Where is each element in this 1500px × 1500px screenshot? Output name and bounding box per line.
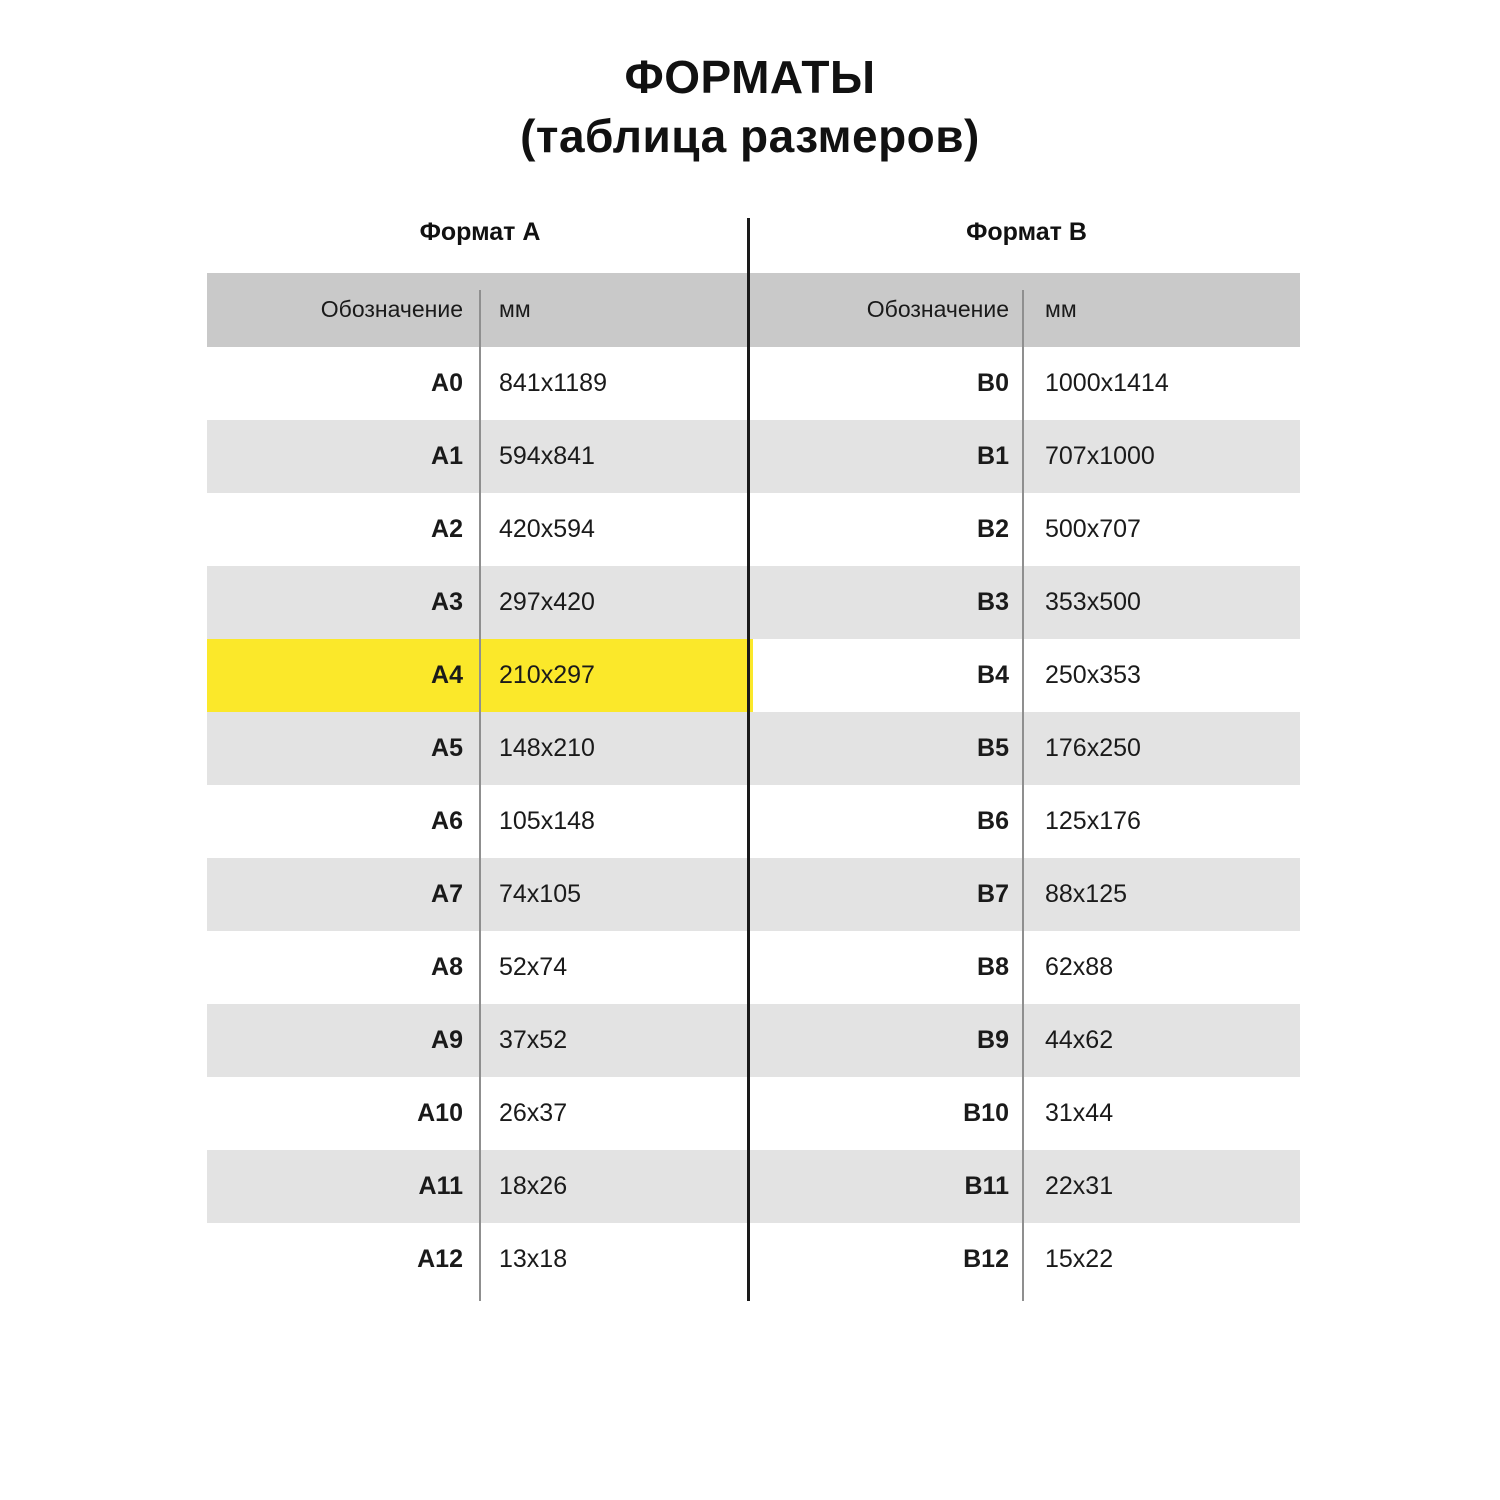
title-line-1: ФОРМАТЫ bbox=[624, 51, 876, 103]
cell-mm-b: 125x176 bbox=[1025, 785, 1300, 858]
cell-mm-b: 500x707 bbox=[1025, 493, 1300, 566]
group-header-row bbox=[207, 218, 1300, 273]
column-header-row bbox=[207, 273, 1300, 347]
cell-mm-b: 62x88 bbox=[1025, 931, 1300, 1004]
cell-mm-a: 52x74 bbox=[479, 931, 753, 1004]
cell-mm-a: 420x594 bbox=[479, 493, 753, 566]
table-row bbox=[207, 639, 1300, 712]
cell-mm-b: 176x250 bbox=[1025, 712, 1300, 785]
cell-designation-b: B0 bbox=[753, 347, 1025, 420]
cell-designation-b: B2 bbox=[753, 493, 1025, 566]
column-header-designation-a: Обозначение bbox=[207, 273, 479, 347]
column-header-mm-a: мм bbox=[479, 273, 753, 347]
cell-designation-a: A0 bbox=[207, 347, 479, 420]
cell-mm-b: 1000x1414 bbox=[1025, 347, 1300, 420]
cell-designation-a: A5 bbox=[207, 712, 479, 785]
group-label-a: Формат A bbox=[207, 218, 753, 273]
cell-designation-b: B1 bbox=[753, 420, 1025, 493]
cell-mm-a: 26x37 bbox=[479, 1077, 753, 1150]
formats-table-body bbox=[207, 347, 1300, 1296]
cell-designation-a: A10 bbox=[207, 1077, 479, 1150]
table-row bbox=[207, 347, 1300, 420]
cell-mm-a: 297x420 bbox=[479, 566, 753, 639]
cell-mm-b: 250x353 bbox=[1025, 639, 1300, 712]
cell-designation-a: A3 bbox=[207, 566, 479, 639]
formats-table-wrap bbox=[0, 218, 1500, 1296]
cell-designation-b: B9 bbox=[753, 1004, 1025, 1077]
cell-mm-b: 88x125 bbox=[1025, 858, 1300, 931]
cell-designation-b: B3 bbox=[753, 566, 1025, 639]
table-row bbox=[207, 785, 1300, 858]
cell-designation-b: B7 bbox=[753, 858, 1025, 931]
cell-mm-b: 707x1000 bbox=[1025, 420, 1300, 493]
cell-designation-b: B11 bbox=[753, 1150, 1025, 1223]
column-divider-b bbox=[1022, 290, 1024, 1301]
table-row bbox=[207, 712, 1300, 785]
cell-mm-a: 18x26 bbox=[479, 1150, 753, 1223]
formats-table bbox=[207, 218, 1300, 1296]
cell-designation-b: B6 bbox=[753, 785, 1025, 858]
cell-mm-b: 15x22 bbox=[1025, 1223, 1300, 1296]
cell-mm-a: 13x18 bbox=[479, 1223, 753, 1296]
table-row bbox=[207, 858, 1300, 931]
cell-mm-a: 841x1189 bbox=[479, 347, 753, 420]
cell-mm-b: 22x31 bbox=[1025, 1150, 1300, 1223]
cell-mm-a: 105x148 bbox=[479, 785, 753, 858]
cell-designation-b: B8 bbox=[753, 931, 1025, 1004]
group-label-b: Формат B bbox=[753, 218, 1300, 273]
column-header-mm-b: мм bbox=[1025, 273, 1300, 347]
page-title bbox=[0, 0, 1500, 166]
center-divider bbox=[747, 218, 750, 1301]
table-row bbox=[207, 1223, 1300, 1296]
cell-mm-a: 37x52 bbox=[479, 1004, 753, 1077]
table-row bbox=[207, 1150, 1300, 1223]
cell-mm-a: 74x105 bbox=[479, 858, 753, 931]
cell-designation-b: B5 bbox=[753, 712, 1025, 785]
column-divider-a bbox=[479, 290, 481, 1301]
cell-mm-b: 353x500 bbox=[1025, 566, 1300, 639]
cell-designation-a: A9 bbox=[207, 1004, 479, 1077]
table-row bbox=[207, 1077, 1300, 1150]
cell-mm-b: 31x44 bbox=[1025, 1077, 1300, 1150]
cell-designation-a: A12 bbox=[207, 1223, 479, 1296]
table-row bbox=[207, 931, 1300, 1004]
cell-designation-a: A11 bbox=[207, 1150, 479, 1223]
table-row bbox=[207, 493, 1300, 566]
table-row bbox=[207, 566, 1300, 639]
cell-designation-a: A6 bbox=[207, 785, 479, 858]
table-row bbox=[207, 1004, 1300, 1077]
cell-mm-b: 44x62 bbox=[1025, 1004, 1300, 1077]
cell-designation-a: A7 bbox=[207, 858, 479, 931]
cell-designation-a: A2 bbox=[207, 493, 479, 566]
cell-designation-a: A8 bbox=[207, 931, 479, 1004]
cell-designation-b: B10 bbox=[753, 1077, 1025, 1150]
table-row bbox=[207, 420, 1300, 493]
column-header-designation-b: Обозначение bbox=[753, 273, 1025, 347]
cell-designation-b: B4 bbox=[753, 639, 1025, 712]
cell-designation-a: A1 bbox=[207, 420, 479, 493]
cell-designation-b: B12 bbox=[753, 1223, 1025, 1296]
cell-mm-a: 594x841 bbox=[479, 420, 753, 493]
title-line-2: (таблица размеров) bbox=[520, 109, 980, 162]
cell-mm-a: 148x210 bbox=[479, 712, 753, 785]
cell-mm-a: 210x297 bbox=[479, 639, 753, 712]
cell-designation-a: A4 bbox=[207, 639, 479, 712]
